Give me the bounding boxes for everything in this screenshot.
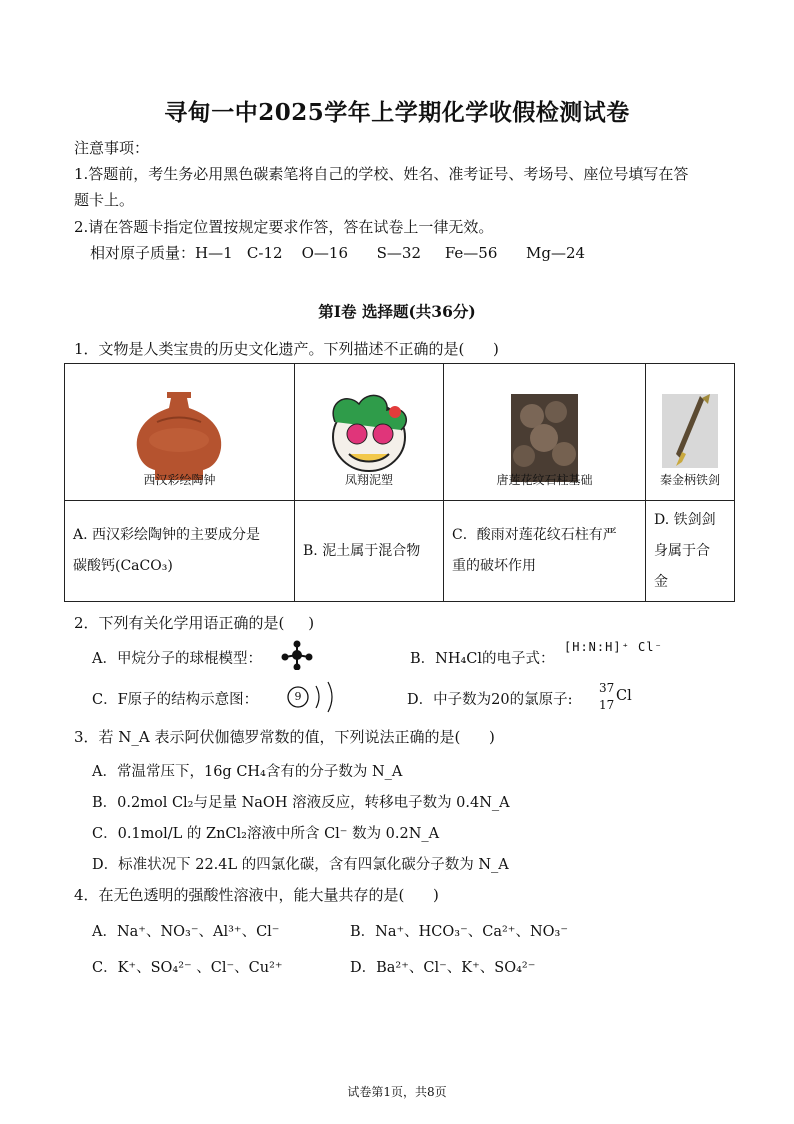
isotope-symbol: Cl xyxy=(616,688,632,704)
q1-stem: 1．文物是人类宝贵的历史文化遗产。下列描述不正确的是( ) xyxy=(74,340,499,358)
page-footer: 试卷第1页，共8页 xyxy=(347,1085,447,1099)
q1-option-c xyxy=(444,501,646,602)
q1-option-b xyxy=(295,501,444,602)
pottery-bell-image xyxy=(65,382,294,482)
fluorine-nucleus-charge: 9 xyxy=(294,690,302,703)
q1-option-a-line-2: 碳酸钙(CaCO₃) xyxy=(73,558,173,574)
notice-heading: 注意事项： xyxy=(74,139,150,157)
q1-option-a xyxy=(65,501,295,602)
q1-image-cell-1 xyxy=(65,364,295,501)
q1-option-d-line-1: D. 铁剑剑 xyxy=(654,511,716,528)
q1-image-cell-2 xyxy=(295,364,444,501)
q1-option-b-text: B. 泥土属于混合物 xyxy=(303,542,421,559)
q1-option-a-line-1: A. 西汉彩绘陶钟的主要成分是 xyxy=(73,527,261,543)
isotope-mass-number: 37 xyxy=(599,681,615,695)
methane-ball-stick-model-icon xyxy=(280,640,314,670)
q1-option-c-line-1: C．酸雨对莲花纹石柱有严 xyxy=(452,527,617,543)
section-title: 第Ⅰ卷 选择题(共36分) xyxy=(318,302,476,321)
q1-option-d-line-2: 身属于合 xyxy=(654,542,710,559)
q2-option-b: B．NH₄Cl的电子式： xyxy=(410,651,555,667)
q2-stem: 2．下列有关化学用语正确的是( ) xyxy=(74,614,315,632)
q3-stem: 3．若 N_A 表示阿伏伽德罗常数的值，下列说法正确的是( ) xyxy=(74,728,495,746)
q2-option-a: A．甲烷分子的球棍模型： xyxy=(92,651,262,667)
q2-option-d: D．中子数为20的氯原子: xyxy=(407,692,573,708)
isotope-atomic-number: 17 xyxy=(599,698,615,712)
q4-option-a: A．Na⁺、NO₃⁻、Al³⁺、Cl⁻ xyxy=(92,924,280,940)
q3-option-a: A．常温常压下，16g CH₄含有的分子数为 N_A xyxy=(92,764,403,780)
q4-option-c: C．K⁺、SO₄²⁻ 、Cl⁻、Cu²⁺ xyxy=(92,960,283,976)
q1-image-cell-4 xyxy=(646,364,735,501)
clay-sculpture-image xyxy=(295,382,443,482)
q1-option-c-line-2: 重的破坏作用 xyxy=(452,558,536,574)
notice-item-1-line-1: 1.答题前，考生务必用黑色碳素笔将自己的学校、姓名、准考证号、考场号、座位号填写在答 xyxy=(74,165,689,183)
exam-title: 寻甸一中2025学年上学期化学收假检测试卷 xyxy=(164,99,630,126)
q3-option-d: D．标准状况下 22.4L 的四氯化碳，含有四氯化碳分子数为 N_A xyxy=(92,857,509,873)
q4-option-b: B．Na⁺、HCO₃⁻、Ca²⁺、NO₃⁻ xyxy=(350,924,568,940)
q1-option-d xyxy=(646,501,735,602)
q1-image-cell-3 xyxy=(444,364,646,501)
q3-option-b: B．0.2mol Cl₂与足量 NaOH 溶液反应，转移电子数为 0.4N_A xyxy=(92,795,510,811)
notice-item-1-line-2: 题卡上。 xyxy=(74,191,135,209)
q1-option-d-line-3: 金 xyxy=(654,573,668,590)
q3-option-c: C．0.1mol/L 的 ZnCl₂溶液中所含 Cl⁻ 数为 0.2N_A xyxy=(92,826,440,842)
q4-option-d: D．Ba²⁺、Cl⁻、K⁺、SO₄²⁻ xyxy=(350,960,536,976)
caption-iron-sword: 秦金柄铁剑 xyxy=(659,473,720,487)
q4-stem: 4．在无色透明的强酸性溶液中，能大量共存的是( ) xyxy=(74,886,439,904)
nh4cl-electron-formula: [H:N:H]⁺ Cl⁻ xyxy=(564,640,663,654)
notice-item-2: 2.请在答题卡指定位置按规定要求作答，答在试卷上一律无效。 xyxy=(74,218,494,236)
stone-pillar-base-image xyxy=(444,382,645,482)
iron-sword-image xyxy=(646,382,734,482)
caption-clay-sculpture: 凤翔泥塑 xyxy=(344,473,393,487)
caption-stone-pillar: 唐莲花纹石柱基础 xyxy=(496,473,593,487)
q2-option-c: C．F原子的结构示意图： xyxy=(92,692,259,708)
q1-table xyxy=(64,363,735,602)
atomic-masses: 相对原子质量：H—1 C-12 O—16 S—32 Fe—56 Mg—24 xyxy=(90,244,586,262)
caption-pottery-bell: 西汉彩绘陶钟 xyxy=(143,473,216,487)
